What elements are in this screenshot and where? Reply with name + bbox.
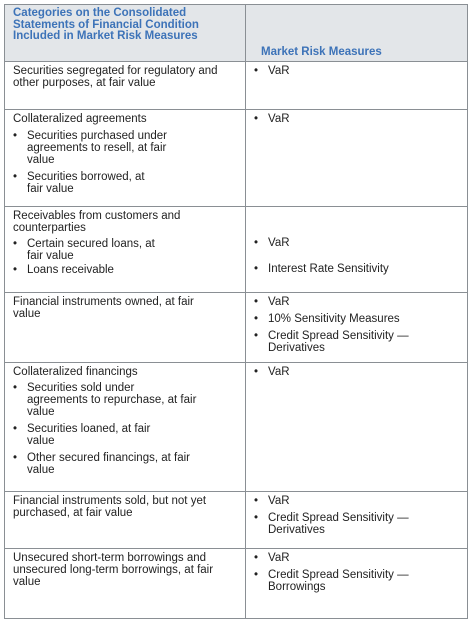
measure-item: • VaR	[254, 65, 290, 77]
measures-cell	[246, 363, 467, 491]
table-header-row	[5, 5, 467, 62]
category-label: Securities segregated for regulatory and other purposes, at fair value	[13, 65, 218, 89]
measure-item: • VaR	[254, 495, 290, 507]
category-cell	[5, 293, 246, 362]
bullet-mark: •	[254, 237, 259, 249]
measure-item: • Credit Spread Sensitivity — Borrowings	[254, 569, 409, 593]
table-row	[5, 363, 467, 492]
sub-item: • Securities borrowed, at fair value	[13, 171, 145, 195]
sub-item: • Securities purchased under agreements to resell, at fair value	[13, 130, 167, 166]
measure-item: • VaR	[254, 552, 290, 564]
category-cell	[5, 62, 246, 109]
category-cell	[5, 363, 246, 491]
measures-cell	[246, 62, 467, 109]
bullet-mark: •	[13, 382, 18, 394]
header-cell-categories	[5, 5, 246, 61]
bullet-mark: •	[254, 113, 259, 125]
bullet-mark: •	[254, 330, 259, 342]
category-label: Collateralized agreements	[13, 113, 147, 125]
category-label: Financial instruments sold, but not yet purchased, at fair value	[13, 495, 207, 519]
table-row	[5, 293, 467, 363]
category-cell	[5, 207, 246, 292]
bullet-mark: •	[13, 238, 18, 250]
bullet-mark: •	[13, 171, 18, 183]
sub-item: • Certain secured loans, at fair value	[13, 238, 155, 262]
category-label: Collateralized financings	[13, 366, 138, 378]
header-categories-label: Categories on the Consolidated Statements of Financial Condition Included in Market Risk Measures	[13, 7, 199, 42]
sub-item: • Securities loaned, at fair value	[13, 423, 151, 447]
bullet-mark: •	[254, 552, 259, 564]
header-measures-label: Market Risk Measures	[261, 46, 382, 58]
measure-item: • 10% Sensitivity Measures	[254, 313, 400, 325]
category-cell	[5, 492, 246, 548]
category-label: Financial instruments owned, at fair value	[13, 296, 194, 320]
category-label: Unsecured short-term borrowings and unsecured long-term borrowings, at fair value	[13, 552, 214, 588]
bullet-mark: •	[254, 366, 259, 378]
sub-item: • Securities sold under agreements to repurchase, at fair value	[13, 382, 197, 418]
table-row	[5, 492, 467, 549]
measure-item: • VaR	[254, 237, 290, 249]
category-cell	[5, 110, 246, 206]
category-label: Receivables from customers and counterparties	[13, 210, 181, 234]
sub-item: • Loans receivable	[13, 264, 114, 276]
market-risk-table	[4, 4, 468, 619]
bullet-mark: •	[254, 569, 259, 581]
measure-item: • VaR	[254, 296, 290, 308]
measure-item: • VaR	[254, 366, 290, 378]
measure-item: • Credit Spread Sensitivity — Derivatives	[254, 512, 409, 536]
bullet-mark: •	[254, 313, 259, 325]
bullet-mark: •	[254, 296, 259, 308]
measures-cell	[246, 293, 467, 362]
measures-cell	[246, 110, 467, 206]
bullet-mark: •	[13, 452, 18, 464]
table-row	[5, 207, 467, 293]
measures-cell	[246, 492, 467, 548]
bullet-mark: •	[254, 512, 259, 524]
measure-item: • Interest Rate Sensitivity	[254, 263, 389, 275]
category-cell	[5, 549, 246, 618]
table-row	[5, 549, 467, 618]
bullet-mark: •	[254, 65, 259, 77]
measures-cell	[246, 207, 467, 292]
header-cell-measures	[246, 5, 467, 61]
bullet-mark: •	[13, 264, 18, 276]
bullet-mark: •	[13, 423, 18, 435]
table-row	[5, 110, 467, 207]
bullet-mark: •	[254, 263, 259, 275]
table-row	[5, 62, 467, 110]
measures-cell	[246, 549, 467, 618]
bullet-mark: •	[13, 130, 18, 142]
bullet-mark: •	[254, 495, 259, 507]
measure-item: • VaR	[254, 113, 290, 125]
measure-item: • Credit Spread Sensitivity — Derivatives	[254, 330, 409, 354]
sub-item: • Other secured financings, at fair value	[13, 452, 190, 476]
